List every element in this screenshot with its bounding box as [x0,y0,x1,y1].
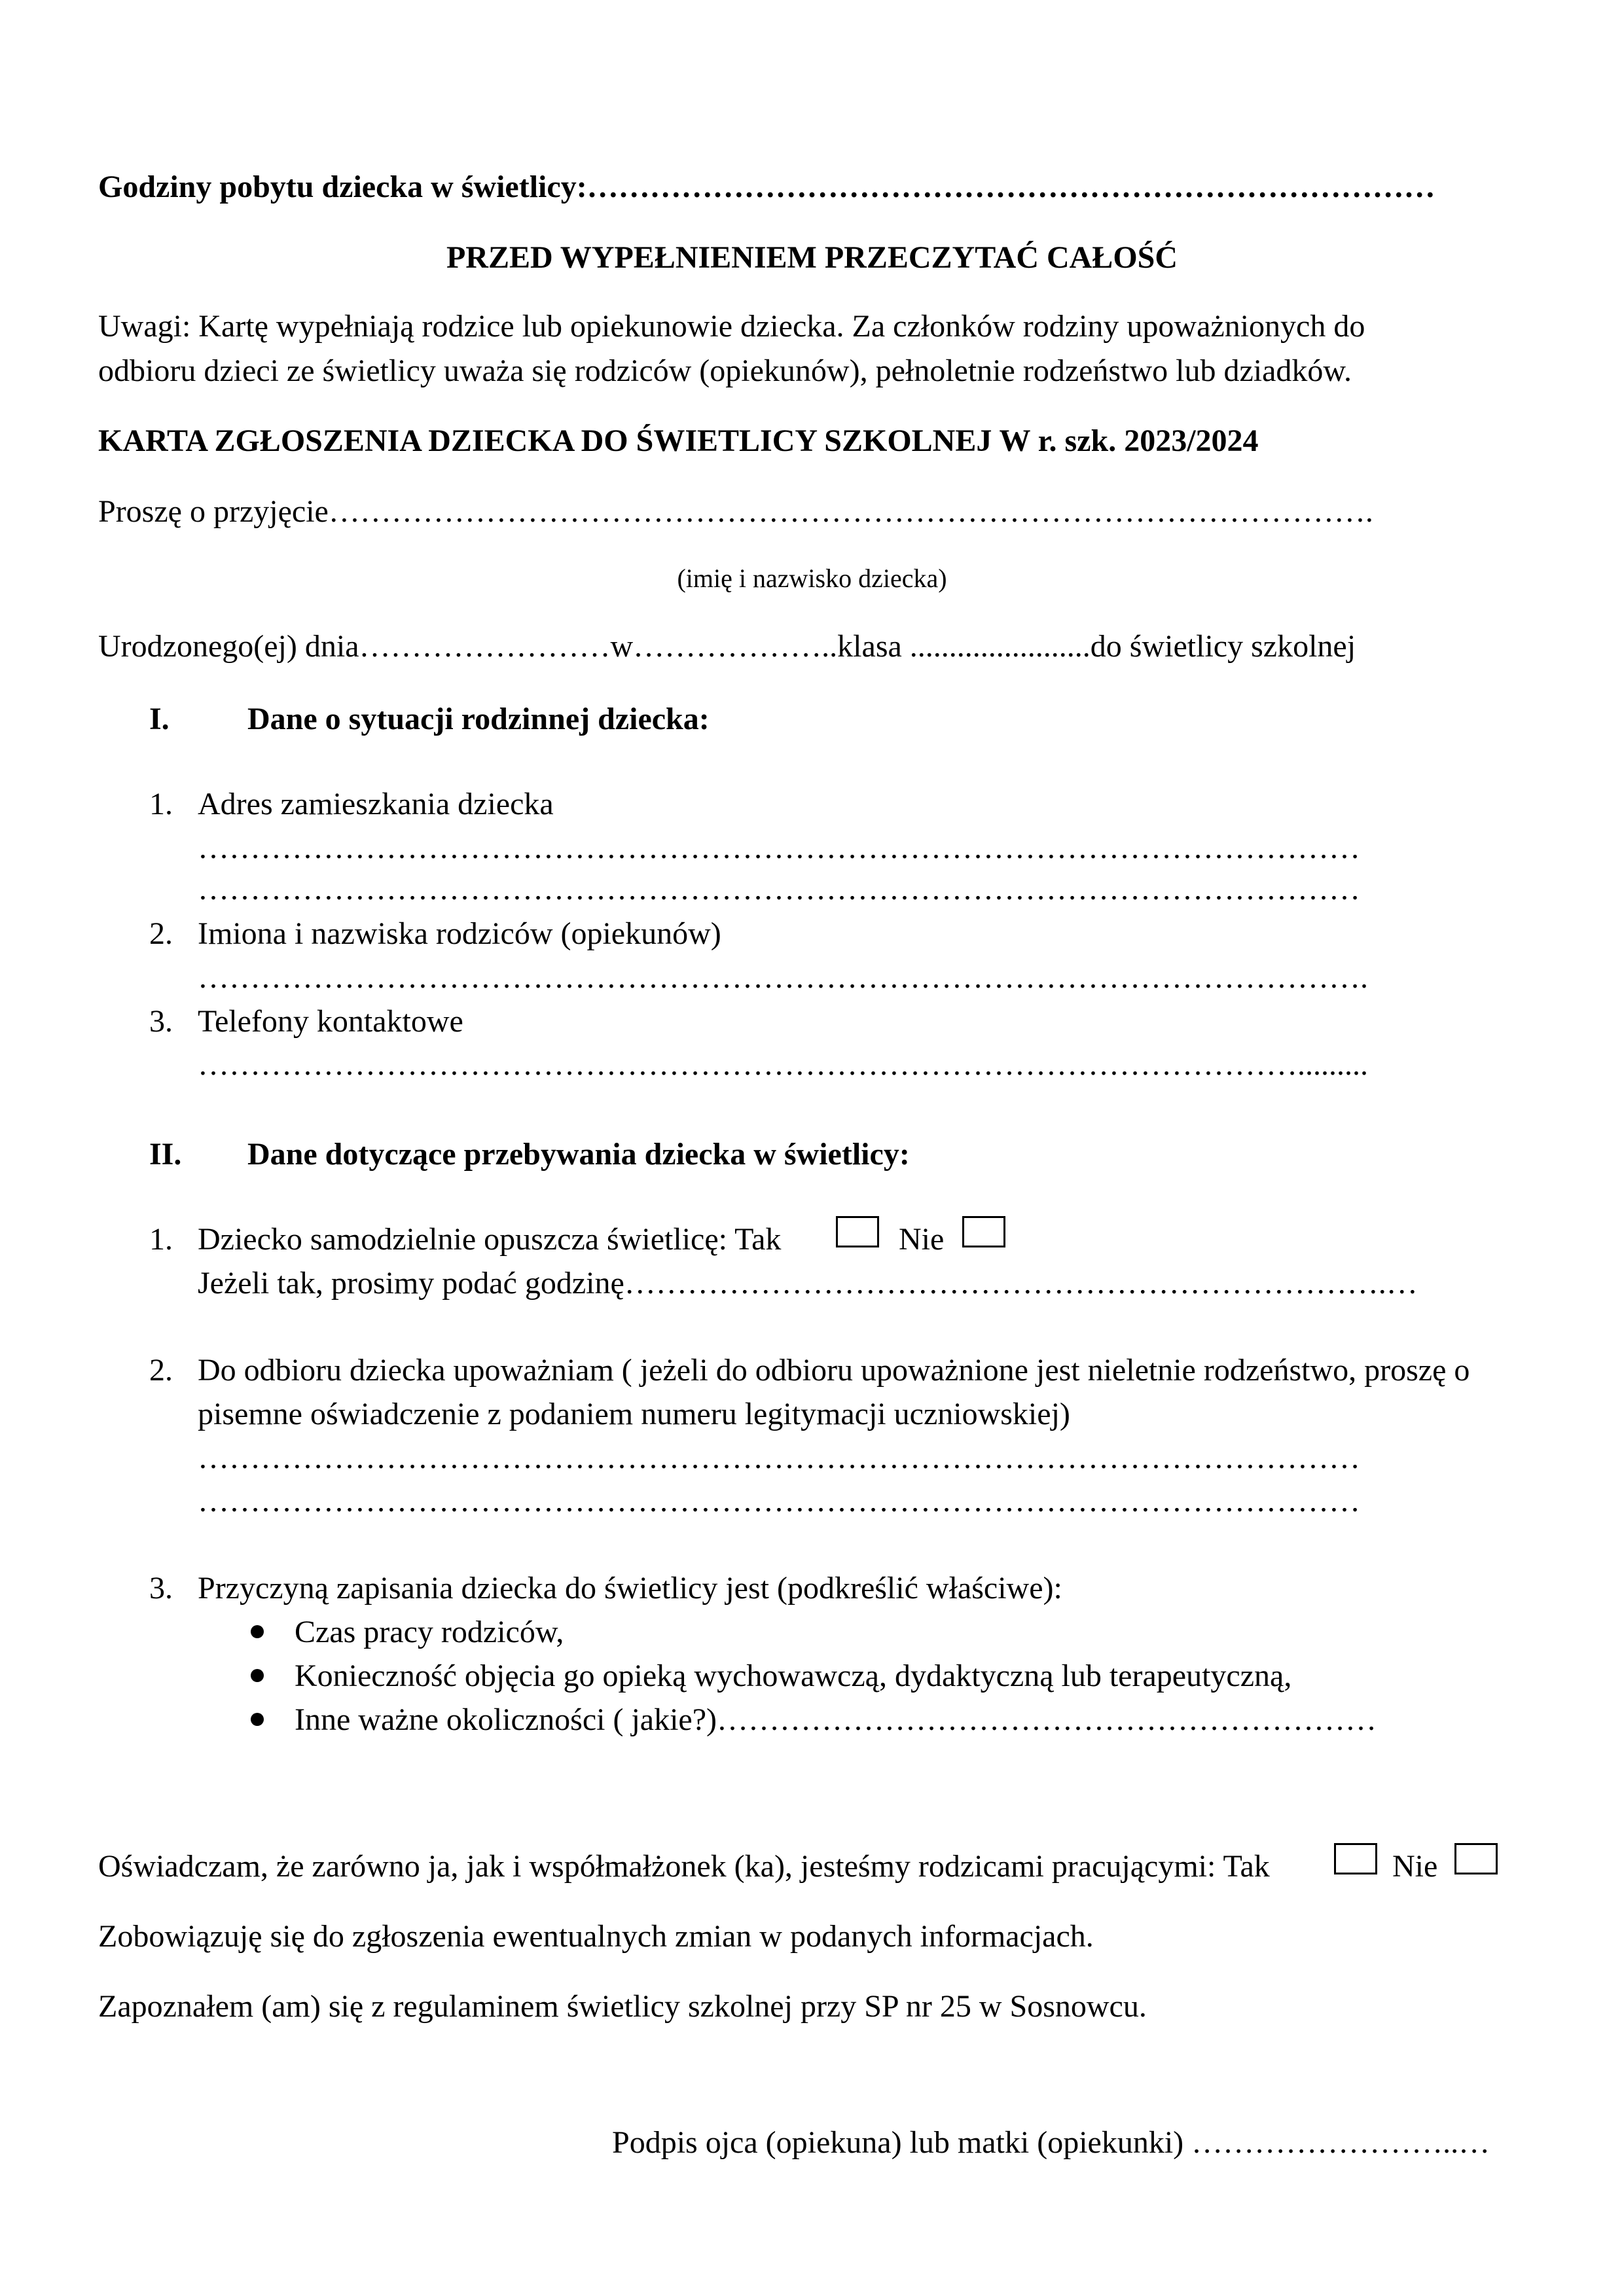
s2-item-2-line-2: pisemne oświadczenie z podaniem numeru legitymacji uczniowskiej) [198,1397,1070,1431]
s1-item-3-label: Telefony kontaktowe [198,1004,463,1039]
hours-line: Godziny pobytu dziecka w świetlicy:……………………………………………………………………… [98,170,1435,204]
bullet-3 [251,1713,264,1726]
s2-item-3-question: Przyczyną zapisania dziecka do świetlicy jest (podkreślić właściwe): [198,1571,1062,1605]
reason-work-hours[interactable]: Czas pracy rodziców, [295,1615,564,1649]
note-line-2: odbioru dzieci ze świetlicy uważa się rodziców (opiekunów), pełnoletnie rodzeństwo lub dziadków. [98,353,1352,388]
birth-line: Urodzonego(ej) dnia……………………w………………..klasa .......................do świetlicy szkolnej [98,629,1356,664]
s1-item-1-label: Adres zamieszkania dziecka [198,787,554,821]
working-parents-no-checkbox[interactable] [1454,1843,1498,1874]
section-1-heading: Dane o sytuacji rodzinnej dziecka: [247,702,710,736]
s2-item-1-num: 1. [149,1222,173,1257]
reason-other[interactable]: Inne ważne okoliczności ( jakie?)……………………………………………………… [295,1702,1377,1737]
s2-item-2-line-1: Do odbioru dziecka upoważniam ( jeżeli do odbioru upoważnione jest nieletnie rodzeństwo, proszę o [198,1353,1470,1388]
s1-item-1-fill-2[interactable]: ………………………………………………………………………………………………… [198,872,1360,906]
bullet-1 [251,1625,264,1638]
s1-item-3-fill[interactable]: ……………………………………………………………………………………………......... [198,1047,1368,1082]
reason-care-need[interactable]: Konieczność objęcia go opieką wychowawczą, dydaktyczną lub terapeutyczną, [295,1659,1292,1693]
regulations-statement: Zapoznałem (am) się z regulaminem świetlicy szkolnej przy SP nr 25 w Sosnowcu. [98,1989,1147,2024]
leaves-alone-yes-checkbox[interactable] [836,1216,879,1247]
s1-item-2-label: Imiona i nazwiska rodziców (opiekunów) [198,916,721,951]
working-parents-no-label: Nie [1392,1849,1438,1884]
note-line-1: Uwagi: Kartę wypełniają rodzice lub opiekunowie dziecka. Za członków rodziny upoważnionych do [98,309,1365,344]
child-name-caption: (imię i nazwisko dziecka) [677,564,947,593]
s2-item-2-fill-2[interactable]: ………………………………………………………………………………………………… [198,1484,1360,1518]
s2-item-2-num: 2. [149,1353,173,1388]
s1-item-1-num: 1. [149,787,173,821]
request-line: Proszę o przyjęcie………………………………………………………………………………………. [98,494,1373,529]
s2-item-1-question: Dziecko samodzielnie opuszcza świetlicę: Tak [198,1222,782,1257]
s1-item-1-fill-1[interactable]: ………………………………………………………………………………………………… [198,831,1360,865]
read-first-heading: PRZED WYPEŁNIENIEM PRZECZYTAĆ CAŁOŚĆ [446,240,1178,275]
changes-statement: Zobowiązuję się do zgłoszenia ewentualnych zmian w podanych informacjach. [98,1919,1094,1954]
s1-item-2-num: 2. [149,916,173,951]
s1-item-3-num: 3. [149,1004,173,1039]
section-1-numeral: I. [149,702,170,736]
s2-item-1-followup[interactable]: Jeżeli tak, prosimy podać godzinę……………………………………………………………….… [198,1266,1418,1300]
s2-item-2-fill-1[interactable]: ………………………………………………………………………………………………… [198,1441,1360,1475]
s1-item-2-fill[interactable]: …………………………………………………………………………………………………. [198,960,1368,995]
section-2-numeral: II. [149,1137,182,1172]
section-2-heading: Dane dotyczące przebywania dziecka w świetlicy: [247,1137,910,1172]
signature-line[interactable]: Podpis ojca (opiekuna) lub matki (opiekunki) ……………………..… [612,2125,1490,2160]
s2-item-1-no-label: Nie [899,1222,945,1257]
bullet-2 [251,1669,264,1682]
s2-item-3-num: 3. [149,1571,173,1605]
working-parents-statement: Oświadczam, że zarówno ja, jak i współmałżonek (ka), jesteśmy rodzicami pracującymi: Tak [98,1849,1270,1884]
card-title: KARTA ZGŁOSZENIA DZIECKA DO ŚWIETLICY SZKOLNEJ W r. szk. 2023/2024 [98,423,1259,458]
leaves-alone-no-checkbox[interactable] [962,1216,1005,1247]
working-parents-yes-checkbox[interactable] [1334,1843,1377,1874]
